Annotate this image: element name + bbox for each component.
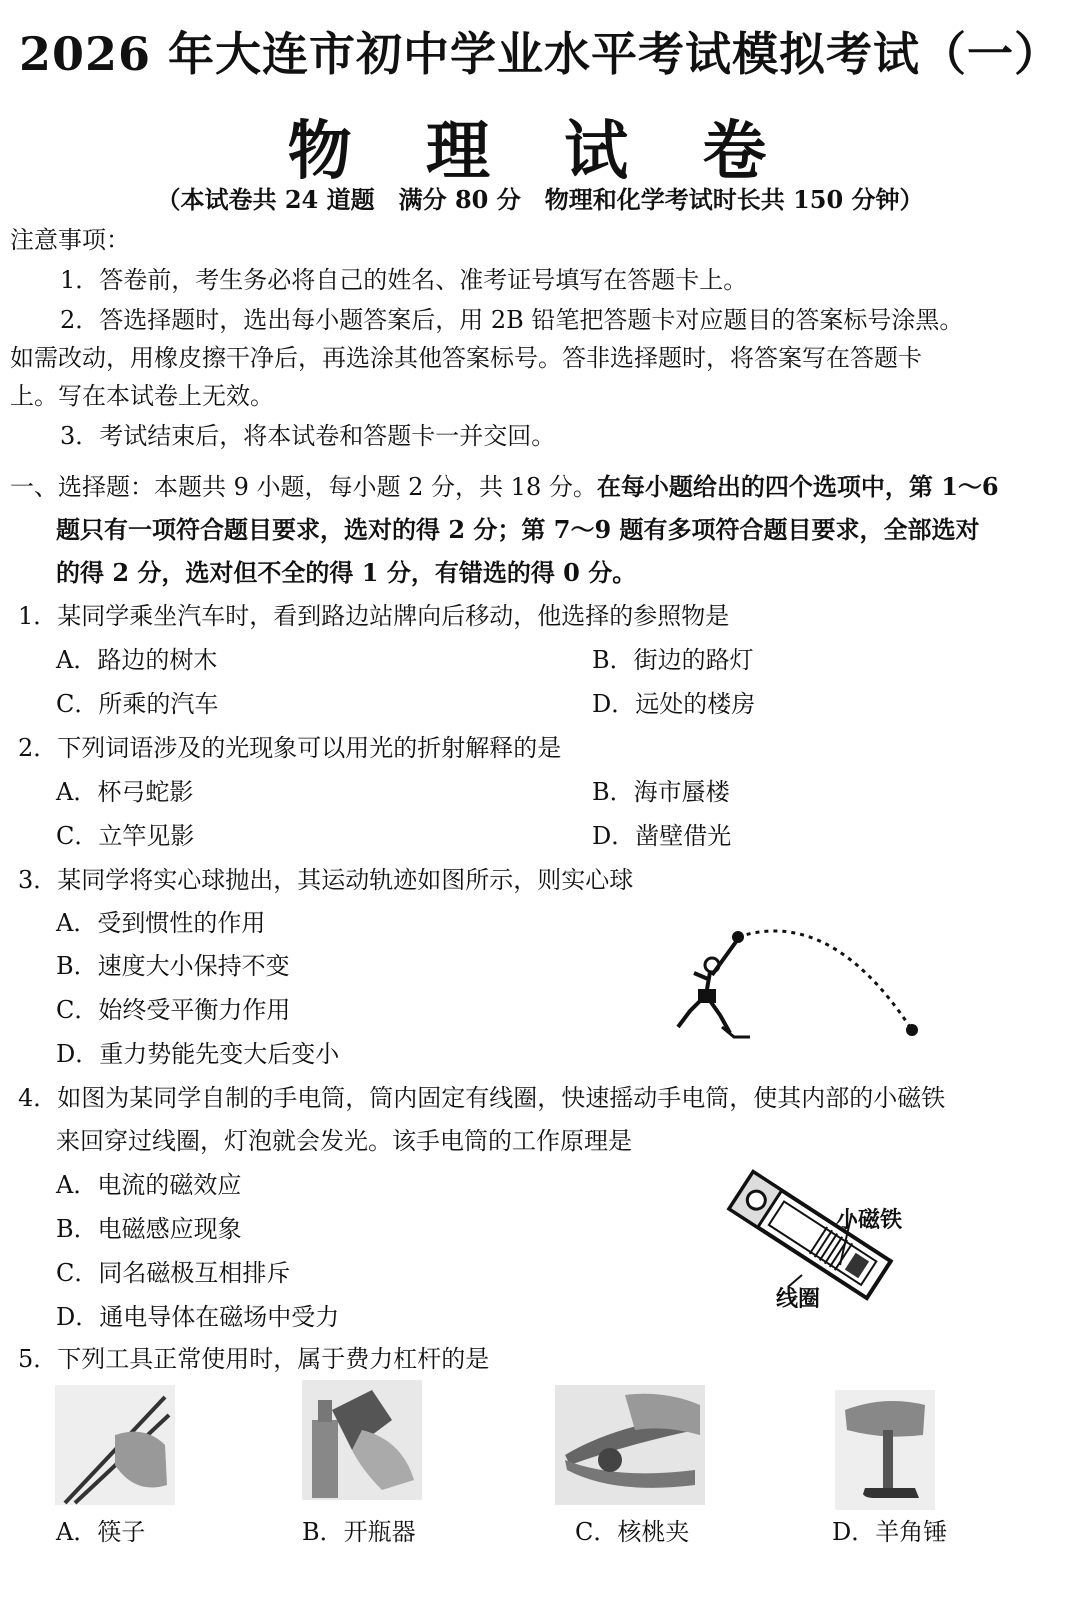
q4-option-a: A．电流的磁效应 xyxy=(56,1171,242,1199)
note-2b: 如需改动，用橡皮擦干净后，再选涂其他答案标号。答非选择题时，将答案写在答题卡 xyxy=(10,344,922,372)
q3-stem: 3．某同学将实心球抛出，其运动轨迹如图所示，则实心球 xyxy=(18,866,634,894)
section1-line1b: 在每小题给出的四个选项中，第 1～6 xyxy=(596,472,999,501)
label-coil: 线圈 xyxy=(776,1286,821,1312)
q1-option-b: B．街边的路灯 xyxy=(592,646,754,674)
exam-title: 2026 年大连市初中学业水平考试模拟考试（一） xyxy=(18,27,1062,81)
section1-line1 xyxy=(10,467,999,502)
bottle-opener-figure xyxy=(302,1380,422,1500)
note-2a: 2．答选择题时，选出每小题答案后，用 2B 铅笔把答题卡对应题目的答案标号涂黑。 xyxy=(60,306,964,334)
q5-option-b: B．开瓶器 xyxy=(302,1518,416,1546)
section1-line3: 的得 2 分，选对但不全的得 1 分，有错选的得 0 分。 xyxy=(56,558,637,587)
q1-option-c: C．所乘的汽车 xyxy=(56,690,219,718)
q3-option-a: A．受到惯性的作用 xyxy=(56,909,266,937)
notes-heading: 注意事项： xyxy=(10,226,130,254)
q3-option-d: D．重力势能先变大后变小 xyxy=(56,1040,340,1068)
subject-title: 物 理 试 卷 xyxy=(287,114,793,189)
nutcracker-figure xyxy=(555,1385,705,1505)
q2-option-a: A．杯弓蛇影 xyxy=(56,778,194,806)
exam-meta: （本试卷共 24 道题 满分 80 分 物理和化学考试时长共 150 分钟） xyxy=(156,185,924,214)
section1-line1a: 一、选择题：本题共 9 小题，每小题 2 分，共 18 分。 xyxy=(10,473,597,501)
q5-stem: 5．下列工具正常使用时，属于费力杠杆的是 xyxy=(18,1345,490,1373)
q4-stem-line1: 4．如图为某同学自制的手电筒，筒内固定有线圈，快速摇动手电筒，使其内部的小磁铁 xyxy=(18,1084,946,1112)
q4-option-c: C．同名磁极互相排斥 xyxy=(56,1259,291,1287)
q2-option-d: D．凿壁借光 xyxy=(592,822,732,850)
claw-hammer-figure xyxy=(835,1390,935,1510)
note-1: 1．答卷前，考生务必将自己的姓名、准考证号填写在答题卡上。 xyxy=(60,266,748,294)
chopsticks-figure xyxy=(55,1385,175,1505)
q2-option-c: C．立竿见影 xyxy=(56,822,195,850)
q2-option-b: B．海市蜃楼 xyxy=(592,778,730,806)
q1-option-a: A．路边的树木 xyxy=(56,646,218,674)
q4-stem-line2: 来回穿过线圈，灯泡就会发光。该手电筒的工作原理是 xyxy=(56,1127,632,1155)
q1-option-d: D．远处的楼房 xyxy=(592,690,756,718)
q4-option-d: D．通电导体在磁场中受力 xyxy=(56,1303,340,1331)
note-3: 3．考试结束后，将本试卷和答题卡一并交回。 xyxy=(60,422,556,450)
q3-option-c: C．始终受平衡力作用 xyxy=(56,996,291,1024)
q3-option-b: B．速度大小保持不变 xyxy=(56,952,290,980)
q4-option-b: B．电磁感应现象 xyxy=(56,1215,242,1243)
q5-option-d: D．羊角锤 xyxy=(832,1518,948,1546)
label-magnet: 小磁铁 xyxy=(836,1207,903,1233)
q5-option-c: C．核桃夹 xyxy=(575,1518,690,1546)
section1-line2: 题只有一项符合题目要求，选对的得 2 分；第 7～9 题有多项符合题目要求，全部选对 xyxy=(56,515,980,544)
q1-stem: 1．某同学乘坐汽车时，看到路边站牌向后移动，他选择的参照物是 xyxy=(18,602,730,630)
q5-option-a: A．筷子 xyxy=(56,1518,146,1546)
note-2c: 上。写在本试卷上无效。 xyxy=(10,382,274,410)
shot-put-figure xyxy=(660,915,940,1050)
q2-stem: 2．下列词语涉及的光现象可以用光的折射解释的是 xyxy=(18,734,562,762)
